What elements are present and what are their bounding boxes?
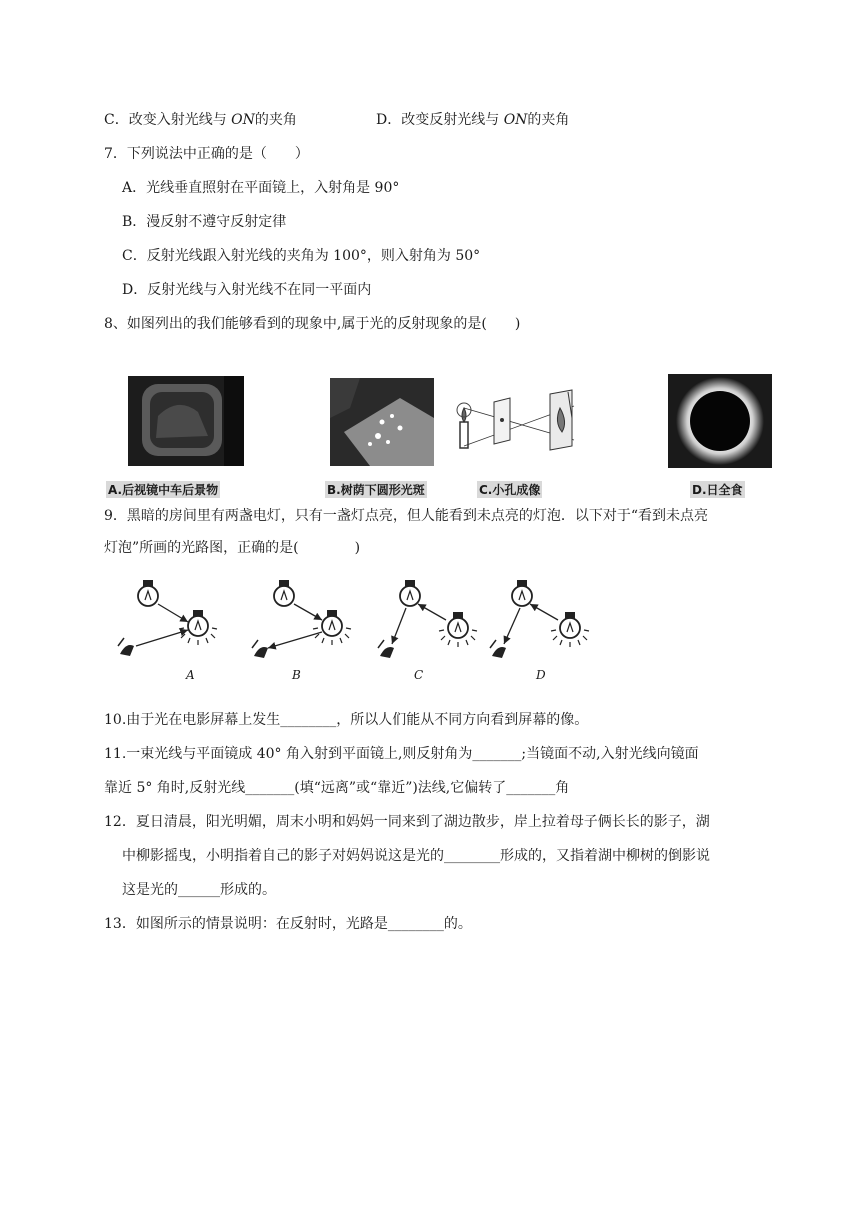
q12-line1: 12．夏日清晨，阳光明媚，周末小明和妈妈一同来到了湖边散步，岸上拉着母子俩长长的影子，湖: [104, 814, 710, 830]
q6-option-c-end: 的夹角: [254, 112, 297, 128]
q7-stem: 7．下列说法中正确的是（ ）: [104, 146, 309, 162]
q7-option-b: B．漫反射不遵守反射定律: [122, 214, 287, 230]
q12-line2: 中柳影摇曳，小明指着自己的影子对妈妈说这是光的________形成的，又指着湖中柳树的倒影说: [122, 848, 710, 864]
rearview-mirror-image: [128, 376, 244, 466]
q11-line1: 11.一束光线与平面镜成 40° 角入射到平面镜上,则反射角为_______;当镜面不动,入射光线向镜面: [104, 746, 699, 762]
q6-option-c-text: C．改变入射光线与: [104, 112, 232, 128]
q8-caption-a: A.后视镜中车后景物: [108, 483, 219, 497]
q8-caption-d: D.日全食: [692, 483, 743, 497]
q8-stem: 8、如图列出的我们能够看到的现象中,属于光的反射现象的是( ): [104, 316, 521, 332]
solar-eclipse-image: [668, 374, 772, 468]
q7-option-c: C．反射光线跟入射光线的夹角为 100°，则入射角为 50°: [122, 248, 481, 264]
light-path-diagram-c: [372, 570, 492, 662]
q9-label-a: A: [186, 668, 195, 682]
q7-option-d: D．反射光线与入射光线不在同一平面内: [122, 282, 372, 298]
q6-option-c-on: ON: [231, 112, 255, 128]
q6-option-d-on: ON: [503, 112, 528, 128]
tree-shade-light-spots-image: [330, 378, 434, 466]
q9-stem-line2: 灯泡”所画的光路图，正确的是( ): [104, 540, 361, 556]
q7-option-a: A．光线垂直照射在平面镜上，入射角是 90°: [122, 180, 400, 196]
q6-option-d-end: 的夹角: [527, 112, 570, 128]
q8-caption-c: C.小孔成像: [479, 483, 541, 497]
light-path-diagram-b: [246, 570, 366, 662]
q9-label-c: C: [414, 668, 424, 682]
q10-text: 10.由于光在电影屏幕上发生________，所以人们能从不同方向看到屏幕的像。: [104, 712, 589, 728]
q13-text: 13．如图所示的情景说明：在反射时，光路是________的。: [104, 916, 472, 932]
q11-line2: 靠近 5° 角时,反射光线_______(填“远离”或“靠近”)法线,它偏转了_______角: [104, 780, 570, 796]
light-path-diagram-a: [110, 570, 230, 662]
pinhole-imaging-diagram: [454, 388, 584, 454]
light-path-diagram-d: [484, 570, 604, 662]
q9-stem-line1: 9．黑暗的房间里有两盏电灯，只有一盏灯点亮，但人能看到未点亮的灯泡．以下对于“看到未点亮: [104, 508, 709, 524]
q6-option-c: [104, 110, 297, 130]
q6-option-d: [376, 110, 569, 130]
q9-label-d: D: [536, 668, 546, 682]
q12-line3: 这是光的______形成的。: [122, 882, 276, 898]
q8-caption-b: B.树荫下圆形光斑: [327, 483, 425, 497]
q6-option-d-text: D．改变反射光线与: [376, 112, 504, 128]
q9-label-b: B: [292, 668, 301, 682]
